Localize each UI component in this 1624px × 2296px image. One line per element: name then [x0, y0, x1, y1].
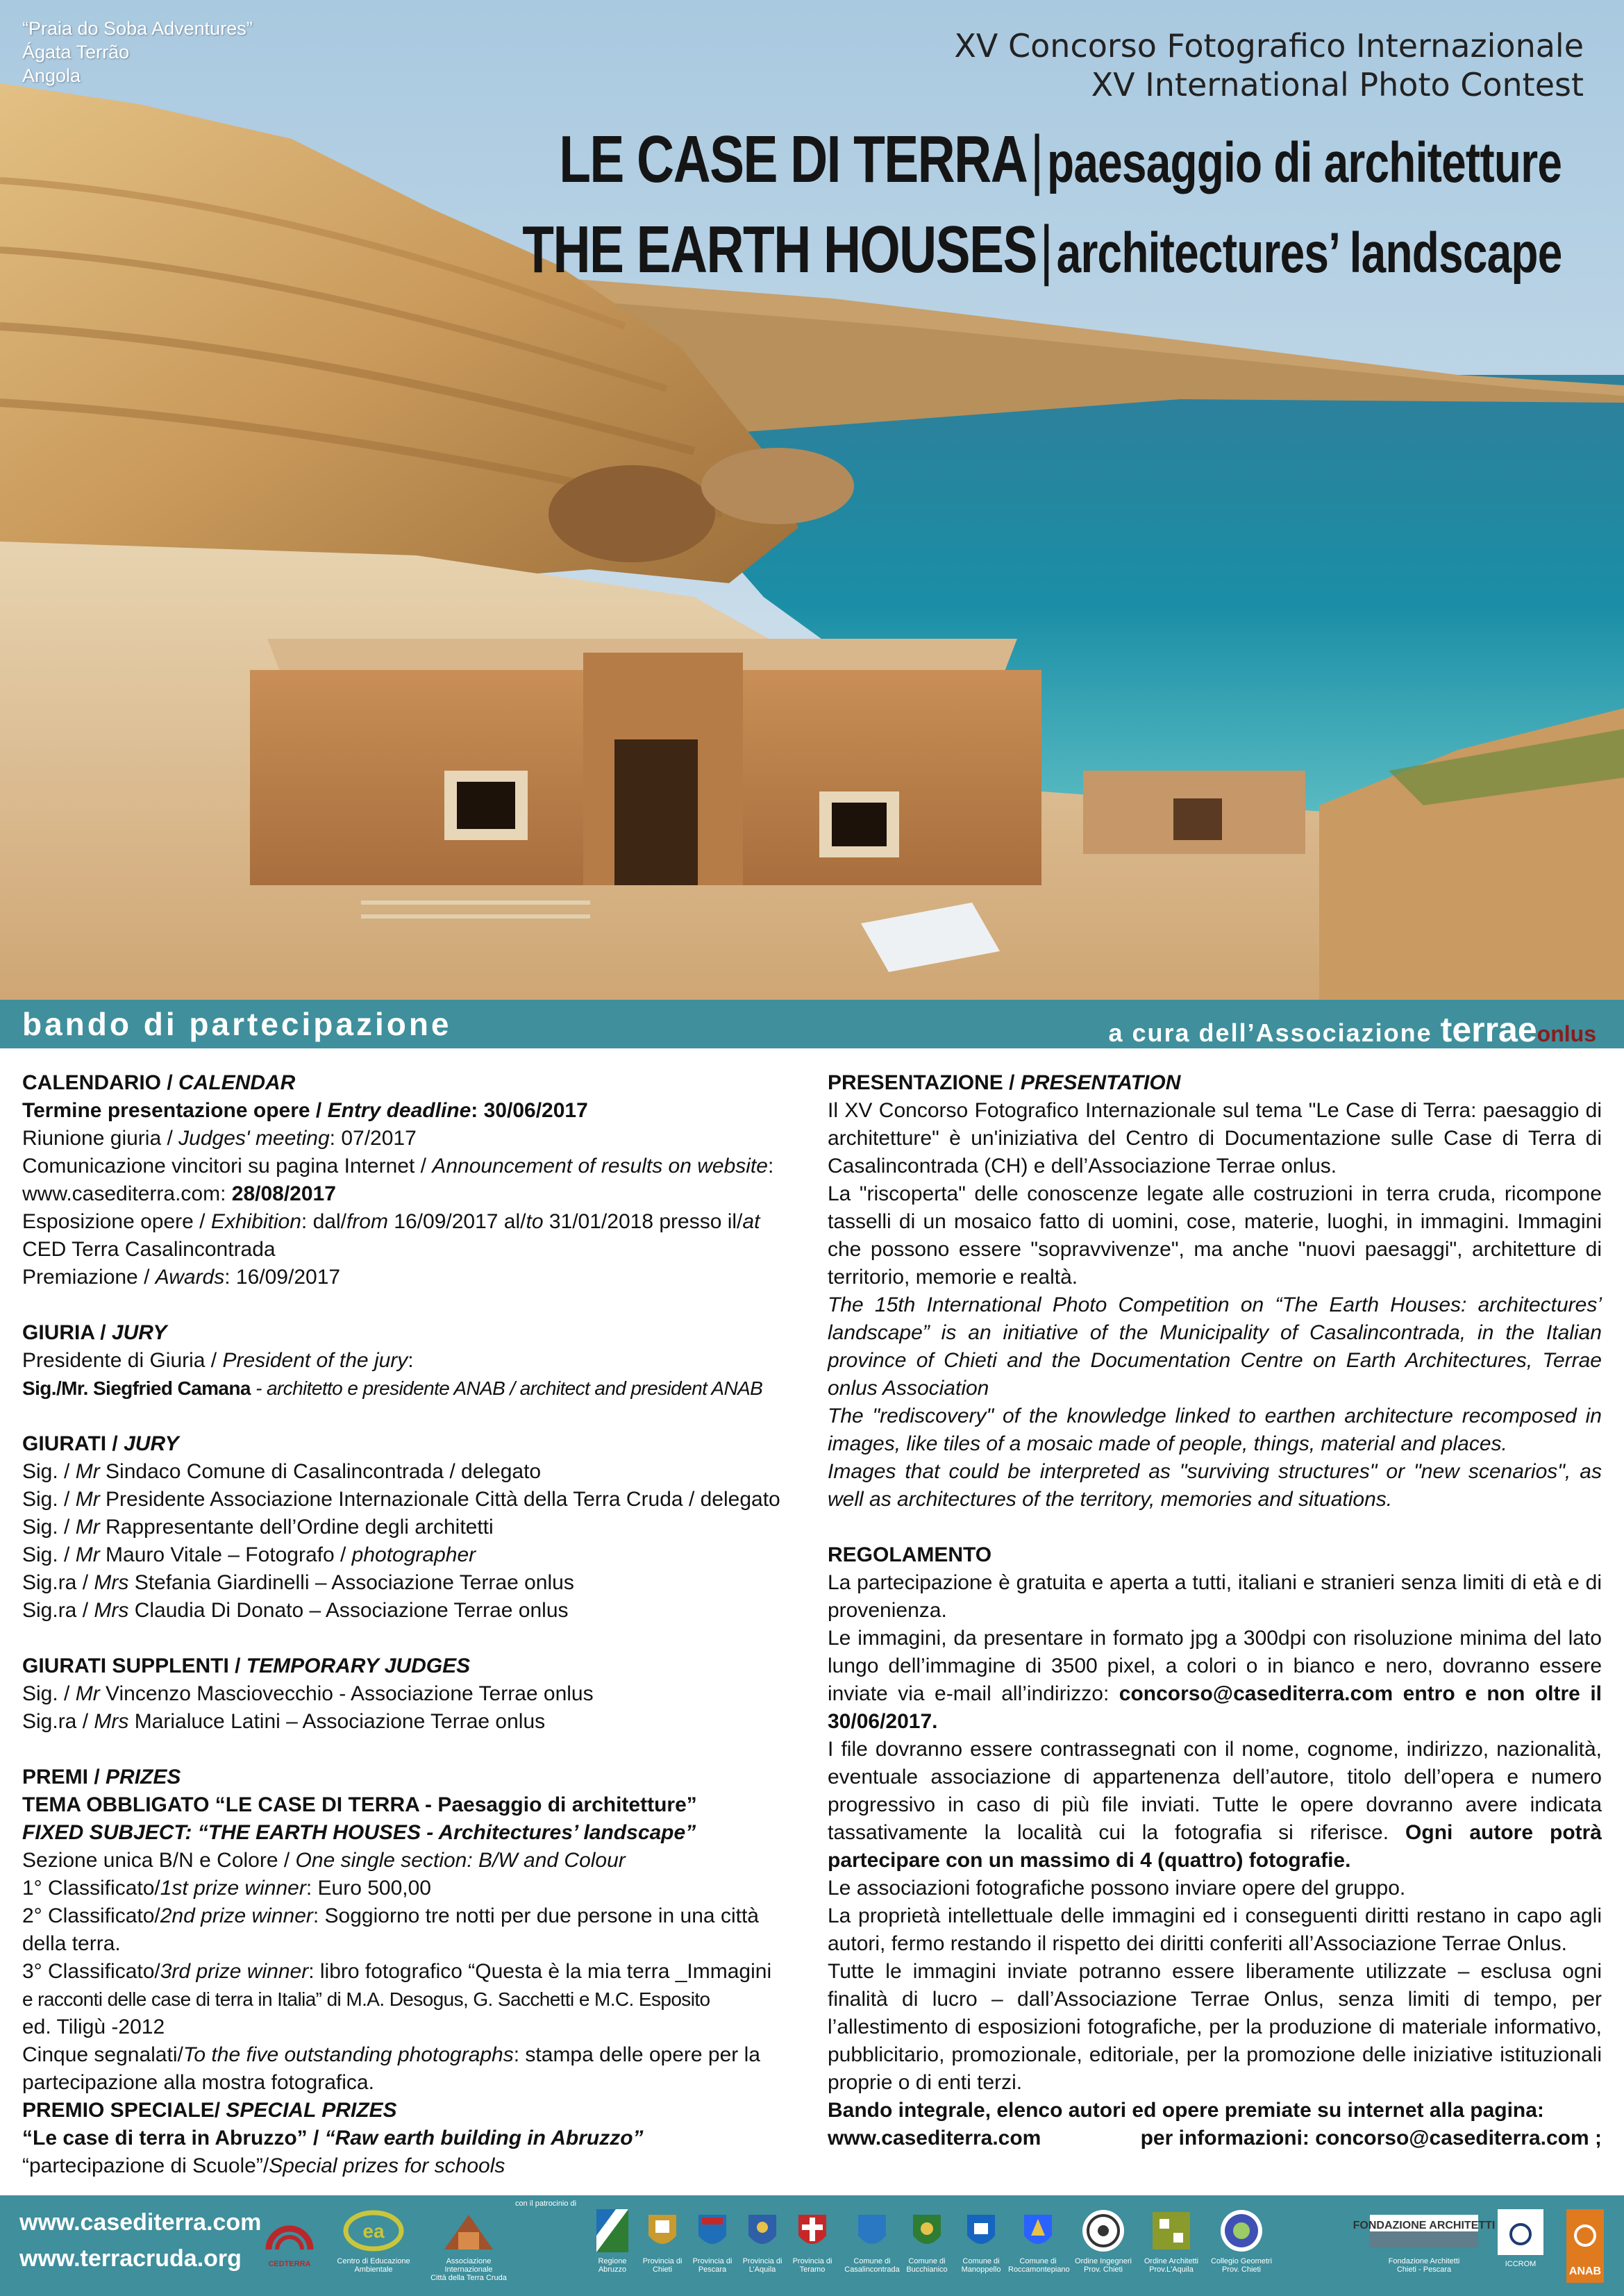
banner-call: bando di partecipazione [22, 1006, 452, 1042]
prize-outstanding-cont: partecipazione alla mostra fotografica. [22, 2071, 374, 2094]
contest-en: XV International Photo Contest [1091, 66, 1584, 103]
svg-text:FONDAZIONE ARCHITETTI: FONDAZIONE ARCHITETTI [1353, 2220, 1496, 2231]
comune-roccamontepiano-logo: Comune di Roccamontepiano [1008, 2208, 1068, 2274]
prize-outstanding: Cinque segnalati/To the five outstanding photographs: stampa delle opere per la [22, 2043, 760, 2066]
temporary-judge-item: Sig.ra / Mrs Marialuce Latini – Associazione Terrae onlus [22, 1710, 546, 1733]
presentation-it-2: La "riscoperta" delle conoscenze legate alle costruzioni in terra cruda, ricompone tasselli di un mosaico fatto di uomini, cose, materie, luoghi, in immagini. Immagini che possono essere "sopravvivenze", ma anche "nuovi paesaggi", architetture di territorio, memorie e realtà. [828, 1182, 1602, 1289]
cedterra-label: CEDTERRA [268, 2260, 311, 2268]
hero-photo [0, 0, 1624, 1000]
presentation-en-1: The 15th International Photo Competition on “The Earth Houses: architectures’ landscape” is an initiative of the Municipality of Casalincontrada, in the Italian province of Chieti and the Documentation Centre on Earth Architectures, Terrae onlus Association [828, 1293, 1602, 1400]
title-it-sub: paesaggio di architetture [1046, 131, 1562, 194]
right-column [828, 1069, 1602, 2152]
judge-item: Sig. / Mr Sindaco Comune di Casalincontrada / delegato [22, 1460, 542, 1483]
calendar-title: CALENDARIO / CALENDAR [22, 1071, 296, 1094]
presentation-en-2: The "rediscovery" of the knowledge linked to earthen architecture recomposed in images, like tiles of a mosaic made of people, things, material and places. [828, 1405, 1602, 1455]
title-en-main: THE EARTH HOUSES [521, 212, 1037, 287]
credit-title: “Praia do Soba Adventures” [22, 18, 253, 39]
judge-item: Sig.ra / Mrs Stefania Giardinelli – Associazione Terrae onlus [22, 1571, 574, 1594]
citta-terra-cruda-logo: Associazione Internazionale Città della Terra Cruda [424, 2208, 514, 2282]
terrae-logo-text: terrae [1440, 1010, 1537, 1049]
comune-casalincontrada-logo: Comune di Casalincontrada [844, 2208, 900, 2274]
calendar-exhibition-place: CED Terra Casalincontrada [22, 1238, 276, 1261]
prize-first: 1° Classificato/1st prize winner: Euro 500,00 [22, 1877, 431, 1900]
presentation-title: PRESENTAZIONE / PRESENTATION [828, 1071, 1181, 1094]
ordine-architetti-logo: Ordine Architetti Prov.L'Aquila [1139, 2208, 1204, 2274]
prizes-subject-it: TEMA OBBLIGATO “LE CASE DI TERRA - Paesaggio di architetture” [22, 1793, 697, 1816]
cea-logo: ea Centro di Educazione Ambientale [332, 2208, 415, 2274]
jury-president-label: Presidente di Giuria / President of the jury: [22, 1349, 414, 1372]
photo-credit [22, 17, 253, 87]
temporary-judges-title: GIURATI SUPPLENTI / TEMPORARY JUDGES [22, 1654, 471, 1677]
provincia-laquila-logo: Provincia di L’Aquila [740, 2208, 785, 2274]
calendar-results: Comunicazione vincitori su pagina Internet / Announcement of results on website: [22, 1155, 774, 1178]
cedterra-logo [251, 2208, 328, 2268]
website-link[interactable]: www.casediterra.com [828, 2127, 1041, 2150]
presentation-it-1: Il XV Concorso Fotografico Internazionale sul tema "Le Case di Terra: paesaggio di architetture" è un'iniziativa del Centro di Documentazione sulle Case di Terra di Casalincontrada (CH) e dell’Associazione Terrae onlus. [828, 1099, 1602, 1178]
prize-third-cont: e racconti delle case di terra in Italia” di M.A. Desogus, G. Sacchetti e M.C. Esposito [22, 1988, 710, 2010]
prizes-title: PREMI / PRIZES [22, 1766, 181, 1788]
rule-full-call: Bando integrale, elenco autori ed opere premiate su internet alla pagina: [828, 2099, 1544, 2122]
rule-images: Le immagini, da presentare in formato jpg a 300dpi con risoluzione minima del lato lungo dell’immagine di 3500 pixel, a colori o in bianco e nero, dovranno essere inviate via e-mail all’indirizzo: concorso@casediterra.com entro e non oltre il 30/06/2017. [828, 1627, 1602, 1733]
prize-third-edition: ed. Tiligù -2012 [22, 2016, 165, 2038]
website-terracruda[interactable]: www.terracruda.org [19, 2245, 242, 2272]
special-prize-title: PREMIO SPECIALE/ SPECIAL PRIZES [22, 2099, 397, 2122]
judge-item: Sig. / Mr Rappresentante dell’Ordine degli architetti [22, 1516, 494, 1539]
rule-participation: La partecipazione è gratuita e aperta a tutti, italiani e stranieri senza limiti di età e di provenienza. [828, 1571, 1602, 1622]
rules-title: REGOLAMENTO [828, 1543, 992, 1566]
info-email[interactable]: per informazioni: concorso@casediterra.com ; [1140, 2127, 1602, 2150]
provincia-teramo-logo: Provincia di Teramo [790, 2208, 835, 2274]
iccrom-logo: ICCROM [1493, 2208, 1548, 2268]
ordine-ingegneri-logo: Ordine Ingegneri Prov. Chieti [1071, 2208, 1136, 2274]
banner-organizer [1108, 1009, 1596, 1050]
fondazione-architetti-logo: FONDAZIONE ARCHITETTI Fondazione Architetti Chieti - Pescara [1365, 2208, 1483, 2274]
svg-text:ea: ea [362, 2220, 385, 2242]
presentation-en-3: Images that could be interpreted as "surviving structures" or "new scenarios", as well as architectures of the territory, memories and situations. [828, 1460, 1602, 1511]
credit-country: Angola [22, 65, 81, 86]
rule-files: I file dovranno essere contrassegnati con il nome, cognome, indirizzo, nazionalità, eventuale associazione di appartenenza dell’autore, titolo dell’opera e numero progressivo in caso di più file inviati. Tutte le opere dovranno avere indicata tassativamente la località cui la fotografia si riferisce. Ogni autore potrà partecipare con un massimo di 4 (quattro) fotografie. [828, 1738, 1602, 1872]
calendar-website: www.casediterra.com: 28/08/2017 [22, 1182, 336, 1205]
onlus-text: onlus [1537, 1021, 1596, 1046]
regione-abruzzo-logo: Regione Abruzzo [590, 2208, 635, 2274]
organizer-prefix: a cura dell’Associazione [1108, 1019, 1432, 1047]
judges-title: GIURATI / JURY [22, 1432, 179, 1455]
comune-manoppello-logo: Comune di Manoppello [955, 2208, 1007, 2274]
calendar-awards: Premiazione / Awards: 16/09/2017 [22, 1266, 341, 1289]
contest-heading [954, 26, 1584, 104]
temporary-judge-item: Sig. / Mr Vincenzo Masciovecchio - Associazione Terrae onlus [22, 1682, 594, 1705]
provincia-chieti-logo: Provincia di Chieti [640, 2208, 685, 2274]
prizes-section: Sezione unica B/N e Colore / One single section: B/W and Colour [22, 1849, 626, 1872]
judge-item: Sig. / Mr Presidente Associazione Internazionale Città della Terra Cruda / delegato [22, 1488, 780, 1511]
anab-logo [1561, 2208, 1609, 2288]
comune-bucchianico-logo: Comune di Bucchianico [901, 2208, 953, 2274]
title-en-sub: architectures’ landscape [1056, 221, 1562, 285]
left-column [22, 1069, 803, 2180]
banner [0, 1000, 1624, 1048]
rule-associations: Le associazioni fotografiche possono inviare opere del gruppo. [828, 1877, 1406, 1900]
svg-text:ANAB: ANAB [1568, 2265, 1602, 2277]
special-prize-abruzzo: “Le case di terra in Abruzzo” / “Raw earth building in Abruzzo” [22, 2127, 644, 2150]
special-prize-schools: “partecipazione di Scuole”/Special prizes for schools [22, 2154, 505, 2177]
calendar-jury-meeting: Riunione giuria / Judges' meeting: 07/2017 [22, 1127, 417, 1150]
jury-title: GIURIA / JURY [22, 1321, 167, 1344]
prize-second: 2° Classificato/2nd prize winner: Soggiorno tre notti per due persone in una città [22, 1904, 759, 1927]
credit-author: Ágata Terrão [22, 42, 130, 62]
prize-second-cont: della terra. [22, 1932, 121, 1955]
calendar-exhibition: Esposizione opere / Exhibition: dal/from 16/09/2017 al/to 31/01/2018 presso il/at [22, 1210, 760, 1233]
title-italian [559, 121, 1562, 198]
rule-contacts [828, 2125, 1602, 2152]
judge-item: Sig.ra / Mrs Claudia Di Donato – Associazione Terrae onlus [22, 1599, 569, 1622]
title-separator: | [1030, 122, 1044, 196]
title-english [522, 212, 1562, 288]
jury-president: Sig./Mr. Siegfried Camana - architetto e presidente ANAB / architect and president ANAB [22, 1377, 763, 1399]
prize-third: 3° Classificato/3rd prize winner: libro fotografico “Questa è la mia terra _Immagini [22, 1960, 772, 1983]
calendar-deadline: Termine presentazione opere / Entry deadline: 30/06/2017 [22, 1099, 588, 1122]
collegio-geometri-logo: Collegio Geometri Prov. Chieti [1207, 2208, 1276, 2274]
prizes-subject-en: FIXED SUBJECT: “THE EARTH HOUSES - Architectures’ landscape” [22, 1821, 696, 1844]
rule-usage: Tutte le immagini inviate potranno essere liberamente utilizzate – esclusa ogni finalità di lucro – dall’Associazione Terrae Onlus, senza limiti di tempo, per l’allestimento di esposizioni fotografiche, per la produzione di materiale informativo, pubblicitario, promozionale, editoriale, per la promozione delle iniziative istituzionali proprie o di enti terzi. [828, 1960, 1602, 2094]
footer [0, 2195, 1624, 2296]
contest-it: XV Concorso Fotografico Internazionale [954, 27, 1584, 65]
rule-copyright: La proprietà intellettuale delle immagini ed i conseguenti diritti restano in capo agli autori, fermo restando il rispetto dei diritti conferiti all’Associazione Terrae Onlus. [828, 1904, 1602, 1955]
patronage-label: con il patrocinio di [515, 2199, 577, 2208]
website-casediterra[interactable]: www.casediterra.com [19, 2209, 262, 2236]
judge-item: Sig. / Mr Mauro Vitale – Fotografo / photographer [22, 1543, 476, 1566]
title-it-main: LE CASE DI TERRA [559, 122, 1028, 196]
title-separator: | [1039, 212, 1053, 287]
provincia-pescara-logo: Provincia di Pescara [690, 2208, 735, 2274]
